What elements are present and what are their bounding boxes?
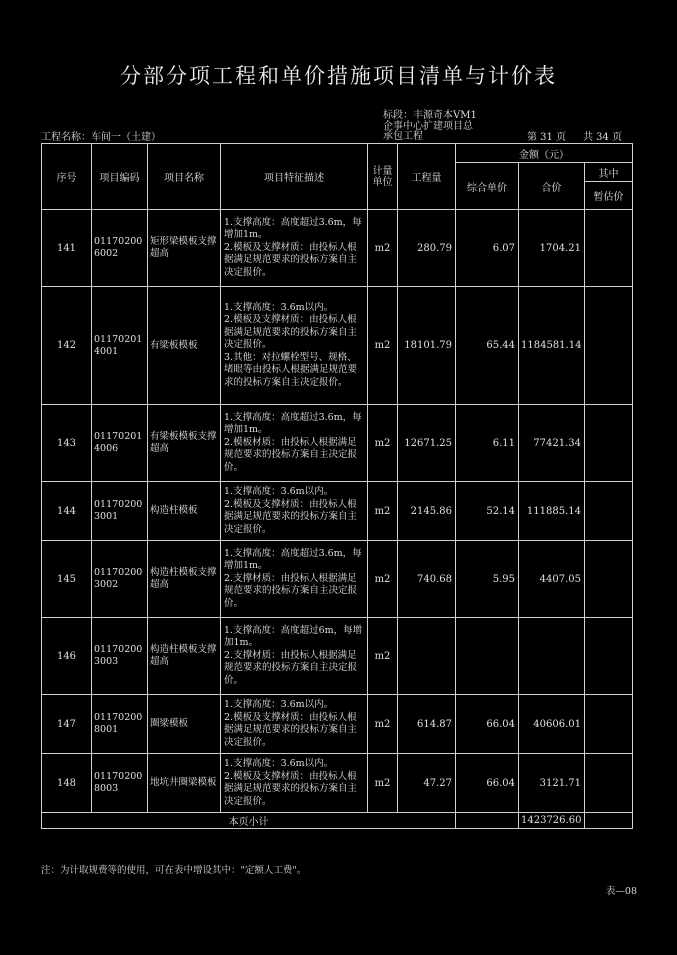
row-provisional	[585, 482, 633, 541]
pricing-table	[41, 143, 633, 829]
row-total	[519, 618, 585, 695]
row-provisional	[585, 541, 633, 618]
row-name: 有梁板模板支撑超高	[148, 405, 221, 482]
row-name: 矩形梁模板支撑超高	[148, 210, 221, 287]
row-name: 构造柱模板支撑超高	[148, 541, 221, 618]
row-unit-price: 65.44	[456, 287, 519, 405]
row-total: 1184581.14	[519, 287, 585, 405]
subtotal-label: 本页小计	[42, 813, 456, 829]
row-desc: 1.支撑高度：3.6m以内。 2.模板及支撑材质：由投标人根据满足规范要求的投标方案自主决定报价。	[221, 695, 368, 754]
row-qty: 18101.79	[398, 287, 456, 405]
col-qty: 工程量	[398, 144, 456, 210]
page-title: 分部分项工程和单价措施项目清单与计价表	[120, 64, 557, 88]
footnote: 注：为计取规费等的使用，可在表中增设其中："定额人工费"。	[41, 865, 307, 876]
row-desc: 1.支撑高度：3.6m以内。 2.模板及支撑材质：由投标人根据满足规范要求的投标方案自主决定报价。	[221, 754, 368, 813]
row-unit-price	[456, 618, 519, 695]
table-row	[42, 287, 633, 405]
row-unit-price: 66.04	[456, 754, 519, 813]
col-unit-price: 综合单价	[456, 163, 519, 210]
row-unit: m2	[368, 695, 398, 754]
row-seq: 145	[42, 541, 92, 618]
row-unit-price: 5.95	[456, 541, 519, 618]
table-row	[42, 541, 633, 618]
row-code: 011702014006	[92, 405, 148, 482]
row-desc: 1.支撑高度：3.6m以内。 2.模板及支撑材质：由投标人根据满足规范要求的投标方案自主决定报价。	[221, 482, 368, 541]
row-code: 011702008003	[92, 754, 148, 813]
row-unit: m2	[368, 541, 398, 618]
subtotal-provisional	[585, 813, 633, 829]
row-name: 构造柱模板支撑超高	[148, 618, 221, 695]
row-name: 有梁板模板	[148, 287, 221, 405]
row-provisional	[585, 618, 633, 695]
row-unit: m2	[368, 482, 398, 541]
subtotal-total: 1423726.60	[519, 813, 585, 829]
row-unit: m2	[368, 287, 398, 405]
table-row	[42, 695, 633, 754]
row-provisional	[585, 287, 633, 405]
table-row	[42, 210, 633, 287]
row-total: 40606.01	[519, 695, 585, 754]
row-provisional	[585, 695, 633, 754]
row-desc: 1.支撑高度：高度超过3.6m，每增加1m。 2.模板及支撑材质：由投标人根据满足规范要求的投标方案自主决定报价。	[221, 210, 368, 287]
col-total: 合价	[519, 163, 585, 210]
row-qty: 47.27	[398, 754, 456, 813]
row-seq: 147	[42, 695, 92, 754]
row-name: 构造柱模板	[148, 482, 221, 541]
row-unit-price: 66.04	[456, 695, 519, 754]
col-desc: 项目特征描述	[221, 144, 368, 210]
form-code: 表—08	[605, 886, 637, 897]
row-seq: 144	[42, 482, 92, 541]
row-qty: 740.68	[398, 541, 456, 618]
table-row	[42, 482, 633, 541]
row-qty	[398, 618, 456, 695]
col-seq: 序号	[42, 144, 92, 210]
table-row	[42, 405, 633, 482]
row-code: 011702003001	[92, 482, 148, 541]
row-code: 011702014001	[92, 287, 148, 405]
row-total: 3121.71	[519, 754, 585, 813]
row-unit: m2	[368, 210, 398, 287]
row-desc: 1.支撑高度：3.6m以内。 2.模板及支撑材质：由投标人根据满足规范要求的投标方案自主决定报价。 3.其他：对拉螺栓型号、规格、堵眼等由投标人根据满足规范要求的投标方案自主决定报价。	[221, 287, 368, 405]
col-among: 其中	[585, 163, 633, 182]
row-unit: m2	[368, 754, 398, 813]
row-seq: 143	[42, 405, 92, 482]
row-qty: 280.79	[398, 210, 456, 287]
row-total: 111885.14	[519, 482, 585, 541]
row-seq: 142	[42, 287, 92, 405]
row-code: 011702006002	[92, 210, 148, 287]
row-total: 4407.05	[519, 541, 585, 618]
col-provisional: 暂估价	[585, 182, 633, 210]
row-qty: 614.87	[398, 695, 456, 754]
col-name: 项目名称	[148, 144, 221, 210]
project-name: 工程名称：车间一（土建）	[41, 132, 161, 143]
table-row	[42, 754, 633, 813]
row-desc: 1.支撑高度：高度超过3.6m，每增加1m。 2.支撑材质：由投标人根据满足规范要求的投标方案自主决定报价。	[221, 541, 368, 618]
row-code: 011702003003	[92, 618, 148, 695]
table-row	[42, 618, 633, 695]
row-unit-price: 52.14	[456, 482, 519, 541]
row-provisional	[585, 754, 633, 813]
row-qty: 12671.25	[398, 405, 456, 482]
section-label-3: 承包工程	[383, 131, 423, 142]
row-unit: m2	[368, 618, 398, 695]
subtotal-price	[456, 813, 519, 829]
row-seq: 146	[42, 618, 92, 695]
section-label: 标段：丰源奇本VM1	[383, 110, 477, 121]
row-unit-price: 6.07	[456, 210, 519, 287]
col-code: 项目编码	[92, 144, 148, 210]
row-unit: m2	[368, 405, 398, 482]
page-total: 共 34 页	[583, 132, 623, 143]
row-qty: 2145.86	[398, 482, 456, 541]
row-total: 77421.34	[519, 405, 585, 482]
row-total: 1704.21	[519, 210, 585, 287]
col-amount: 金额（元）	[456, 144, 633, 163]
row-provisional	[585, 405, 633, 482]
row-name: 地坑井圈梁模板	[148, 754, 221, 813]
section-label-2: 企事中心扩建项目总	[383, 121, 473, 132]
row-unit-price: 6.11	[456, 405, 519, 482]
row-seq: 141	[42, 210, 92, 287]
row-name: 圈梁模板	[148, 695, 221, 754]
page-number: 第 31 页	[527, 132, 567, 143]
row-desc: 1.支撑高度：高度超过6m，每增加1m。 2.支撑材质：由投标人根据满足规范要求的投标方案自主决定报价。	[221, 618, 368, 695]
row-desc: 1.支撑高度：高度超过3.6m，每增加1m。 2.模板材质：由投标人根据满足规范要求的投标方案自主决定报价。	[221, 405, 368, 482]
col-unit: 计量单位	[368, 144, 398, 210]
row-seq: 148	[42, 754, 92, 813]
row-code: 011702008001	[92, 695, 148, 754]
row-code: 011702003002	[92, 541, 148, 618]
row-provisional	[585, 210, 633, 287]
